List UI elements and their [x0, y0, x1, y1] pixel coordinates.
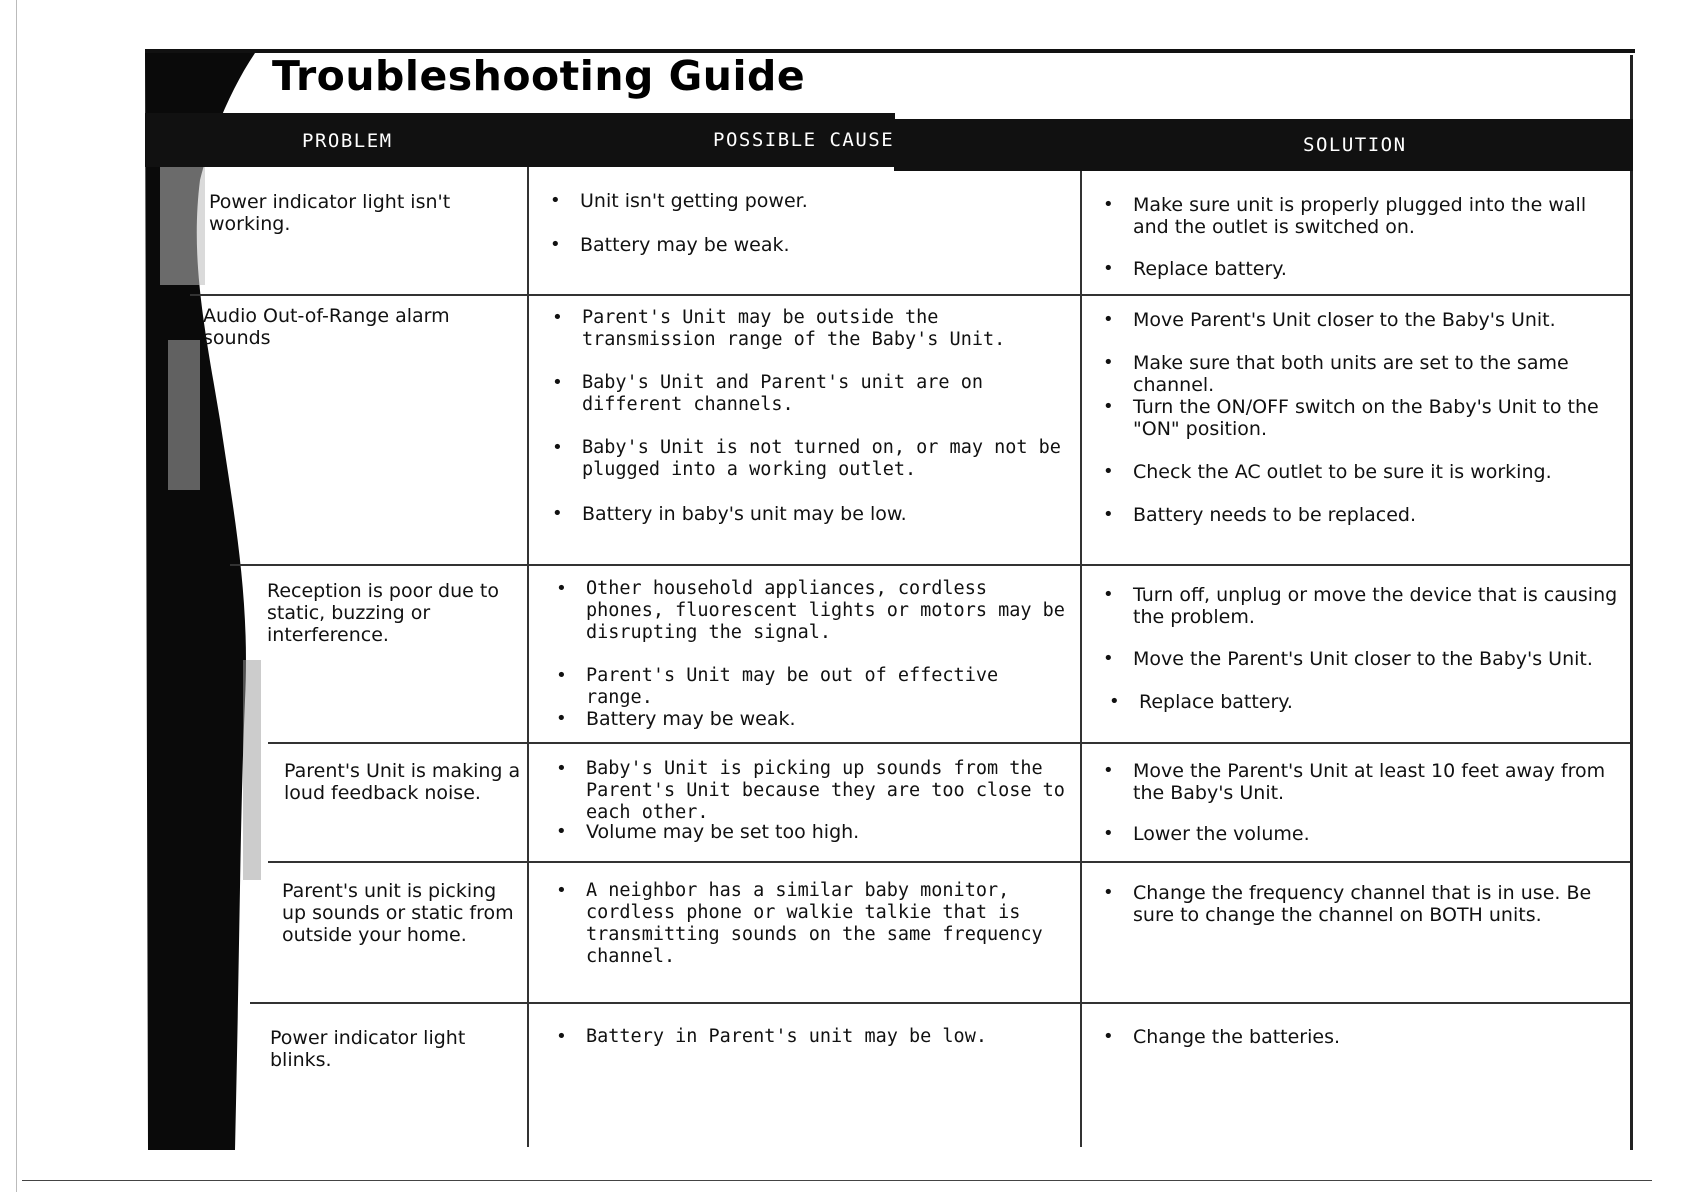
- solution-item: • Make sure that both units are set to the same channel.: [1103, 352, 1569, 396]
- column-rule-cause: [527, 167, 529, 1147]
- cause-item: • Parent's Unit may be outside the transmission range of the Baby's Unit.: [552, 307, 1006, 350]
- solution-item: • Check the AC outlet to be sure it is working.: [1103, 461, 1552, 483]
- problem-cell: Parent's Unit is making a loud feedback noise.: [284, 760, 521, 804]
- cause-item: • Other household appliances, cordless phones, fluorescent lights or motors may be disrupting the signal.: [556, 578, 1065, 643]
- row-rule-4: [268, 861, 1630, 863]
- cause-item: • Baby's Unit and Parent's unit are on different channels.: [552, 372, 983, 415]
- problem-cell: Parent's unit is picking up sounds or static from outside your home.: [282, 880, 514, 946]
- cause-item: • Baby's Unit is picking up sounds from the Parent's Unit because they are too close to each other.: [556, 758, 1065, 823]
- solution-item: • Lower the volume.: [1103, 823, 1310, 845]
- header-solution: SOLUTION: [1303, 134, 1407, 156]
- column-rule-solution: [1080, 171, 1082, 1147]
- solution-item: • Make sure unit is properly plugged into the wall and the outlet is switched on.: [1103, 194, 1587, 238]
- solution-item: • Move the Parent's Unit closer to the Baby's Unit.: [1103, 648, 1593, 670]
- cause-item: • Unit isn't getting power.: [550, 190, 808, 212]
- problem-cell: Audio Out-of-Range alarm sounds: [203, 305, 450, 349]
- cause-item: • Battery in baby's unit may be low.: [552, 503, 907, 525]
- cause-item: • A neighbor has a similar baby monitor, cordless phone or walkie talkie that is transmitting sounds on the same frequency channel.: [556, 880, 1043, 967]
- solution-item: • Replace battery.: [1103, 258, 1287, 280]
- cause-item: • Parent's Unit may be out of effective range.: [556, 665, 999, 708]
- problem-cell: Power indicator light isn't working.: [209, 191, 451, 235]
- header-possible-cause: POSSIBLE CAUSE: [713, 129, 895, 151]
- cause-item: • Battery may be weak.: [550, 234, 790, 256]
- solution-item: • Change the frequency channel that is in use. Be sure to change the channel on BOTH units.: [1103, 882, 1592, 926]
- solution-item: • Move the Parent's Unit at least 10 feet away from the Baby's Unit.: [1103, 760, 1606, 804]
- solution-item: • Battery needs to be replaced.: [1103, 504, 1416, 526]
- left-scan-line: [16, 0, 17, 1192]
- header-bar-right: [894, 119, 1633, 171]
- row-rule-5: [250, 1002, 1630, 1004]
- solution-item: • Turn off, unplug or move the device that is causing the problem.: [1103, 584, 1618, 628]
- solution-item: • Replace battery.: [1109, 691, 1293, 713]
- frame-right-rule: [1630, 55, 1633, 1150]
- page-title: Troubleshooting Guide: [272, 52, 806, 100]
- solution-item: • Change the batteries.: [1103, 1026, 1341, 1048]
- cause-item: • Battery in Parent's unit may be low.: [556, 1026, 987, 1047]
- row-rule-1: [190, 294, 1630, 296]
- solution-item: • Move Parent's Unit closer to the Baby's Unit.: [1103, 309, 1556, 331]
- problem-cell: Reception is poor due to static, buzzing or interference.: [267, 580, 499, 646]
- row-rule-3: [268, 742, 1630, 744]
- bottom-scan-line: [22, 1180, 1652, 1181]
- problem-cell: Power indicator light blinks.: [270, 1027, 466, 1071]
- cause-item: • Battery may be weak.: [556, 708, 796, 730]
- cause-item: • Volume may be set too high.: [556, 821, 860, 843]
- solution-item: • Turn the ON/OFF switch on the Baby's Unit to the "ON" position.: [1103, 396, 1599, 440]
- cause-item: • Baby's Unit is not turned on, or may not be plugged into a working outlet.: [552, 437, 1061, 480]
- row-rule-2: [230, 564, 1630, 566]
- header-problem: PROBLEM: [302, 130, 393, 152]
